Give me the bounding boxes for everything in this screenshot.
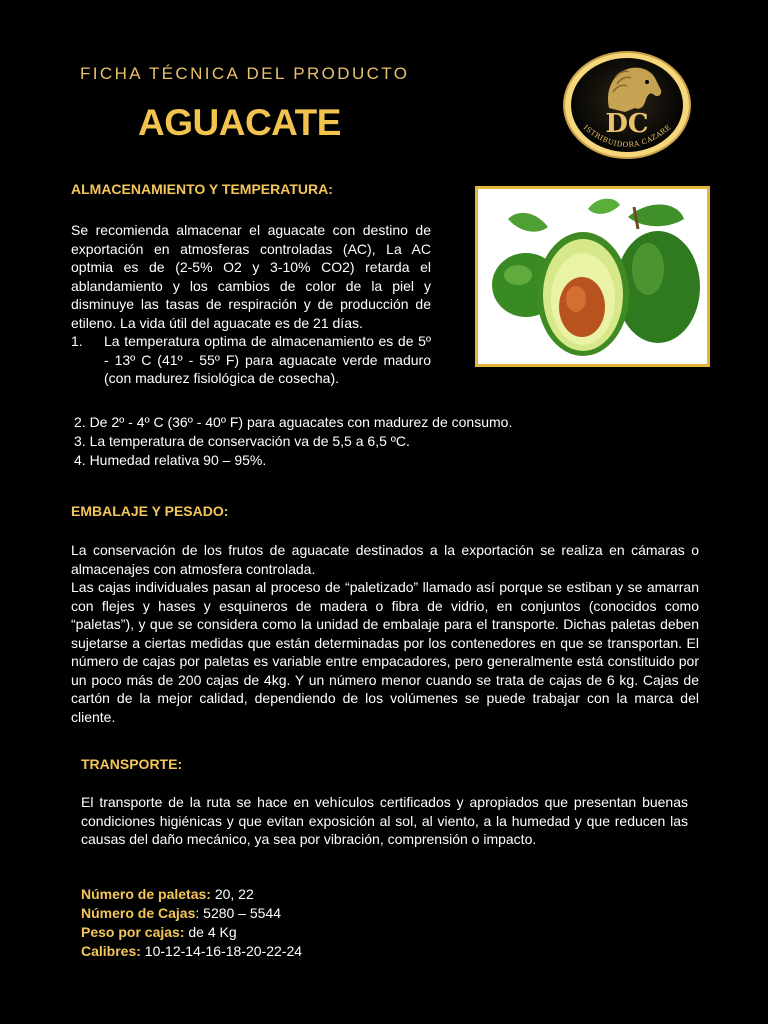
list-item	[71, 332, 431, 388]
spec-label: Número de paletas:	[81, 886, 211, 902]
spec-value: 10-12-14-16-18-20-22-24	[140, 943, 303, 959]
logo-caption: ISTRIBUIDORA CAZARE	[581, 123, 673, 150]
section-heading-almacenamiento: ALMACENAMIENTO Y TEMPERATURA:	[71, 181, 333, 197]
spec-value: 20, 22	[210, 886, 254, 902]
section-heading-transporte: TRANSPORTE:	[81, 756, 183, 772]
spec-paletas	[81, 886, 254, 902]
list-item-4: 4. Humedad relativa 90 – 95%.	[74, 452, 267, 468]
spec-cajas	[81, 905, 281, 921]
document-subtitle: FICHA TÉCNICA DEL PRODUCTO	[80, 64, 410, 83]
embalaje-paragraph-1: La conservación de los frutos de aguacate destinados a la exportación se realiza en cámaras o almacenajes con atmosfera controlada.	[71, 542, 699, 577]
temperature-list	[71, 332, 431, 388]
almacenamiento-paragraph: Se recomienda almacenar el aguacate con destino de exportación en atmosferas controladas (AC), La AC optmia es de (2-5% O2 y 3-10% CO2) retarda el ablandamiento y los cambios de color de la piel y disminuye las tasas de respiración y de producción de etileno. La vida útil del aguacate es de 21 días.	[71, 222, 431, 331]
logo-monogram: DC	[605, 109, 649, 139]
spec-peso	[81, 924, 237, 940]
section-heading-embalaje: EMBALAJE Y PESADO:	[71, 503, 229, 519]
list-item-2: 2. De 2º - 4º C (36º - 40º F) para aguacates con madurez de consumo.	[74, 414, 513, 430]
company-logo	[561, 50, 693, 160]
spec-value: de 4 Kg	[184, 924, 237, 940]
transporte-paragraph: El transporte de la ruta se hace en vehículos certificados y apropiados que presentan buenas condiciones higiénicas y que evitan exposición al sol, al viento, a la humedad y que reducen las causas del daño mecánico, ya sea por vibración, comprensión o impacto.	[81, 794, 688, 847]
avocado-photo	[475, 186, 710, 367]
spec-label: Calibres:	[81, 943, 141, 959]
spec-calibres	[81, 943, 302, 959]
product-title: AGUACATE	[138, 102, 341, 143]
embalaje-paragraph-2: Las cajas individuales pasan al proceso de “paletizado” llamado así porque se estiban y se amarran con flejes y hases y esquineros de madera o fibra de vidrio, en conjuntos (conocidos como “paletas”), y que se considera como la unidad de embalaje para el transporte. Dichas paletas deben sujetarse a ciertas medidas que están determinadas por los contenedores en que se transportan. El número de cajas por paletas es variable entre empacadores, pero generalmente está constituido por un poco más de 200 cajas de 4kg. Y un número menor cuando se trata de cajas de 6 kg. Cajas de cartón de la mejor calidad, dependiendo de los volúmenes se puede trabajar con la marca del cliente.	[71, 579, 699, 725]
spec-label: Número de Cajas	[81, 905, 196, 921]
list-number: 1.	[71, 333, 83, 349]
list-text: La temperatura optima de almacenamiento es de 5º - 13º C (41º - 55º F) para aguacate verde maduro (con madurez fisiológica de cosecha).	[104, 333, 431, 386]
spec-value: : 5280 – 5544	[195, 905, 282, 921]
spec-label: Peso por cajas:	[81, 924, 185, 940]
list-item-3: 3. La temperatura de conservación va de 5,5 a 6,5 ºC.	[74, 433, 410, 449]
